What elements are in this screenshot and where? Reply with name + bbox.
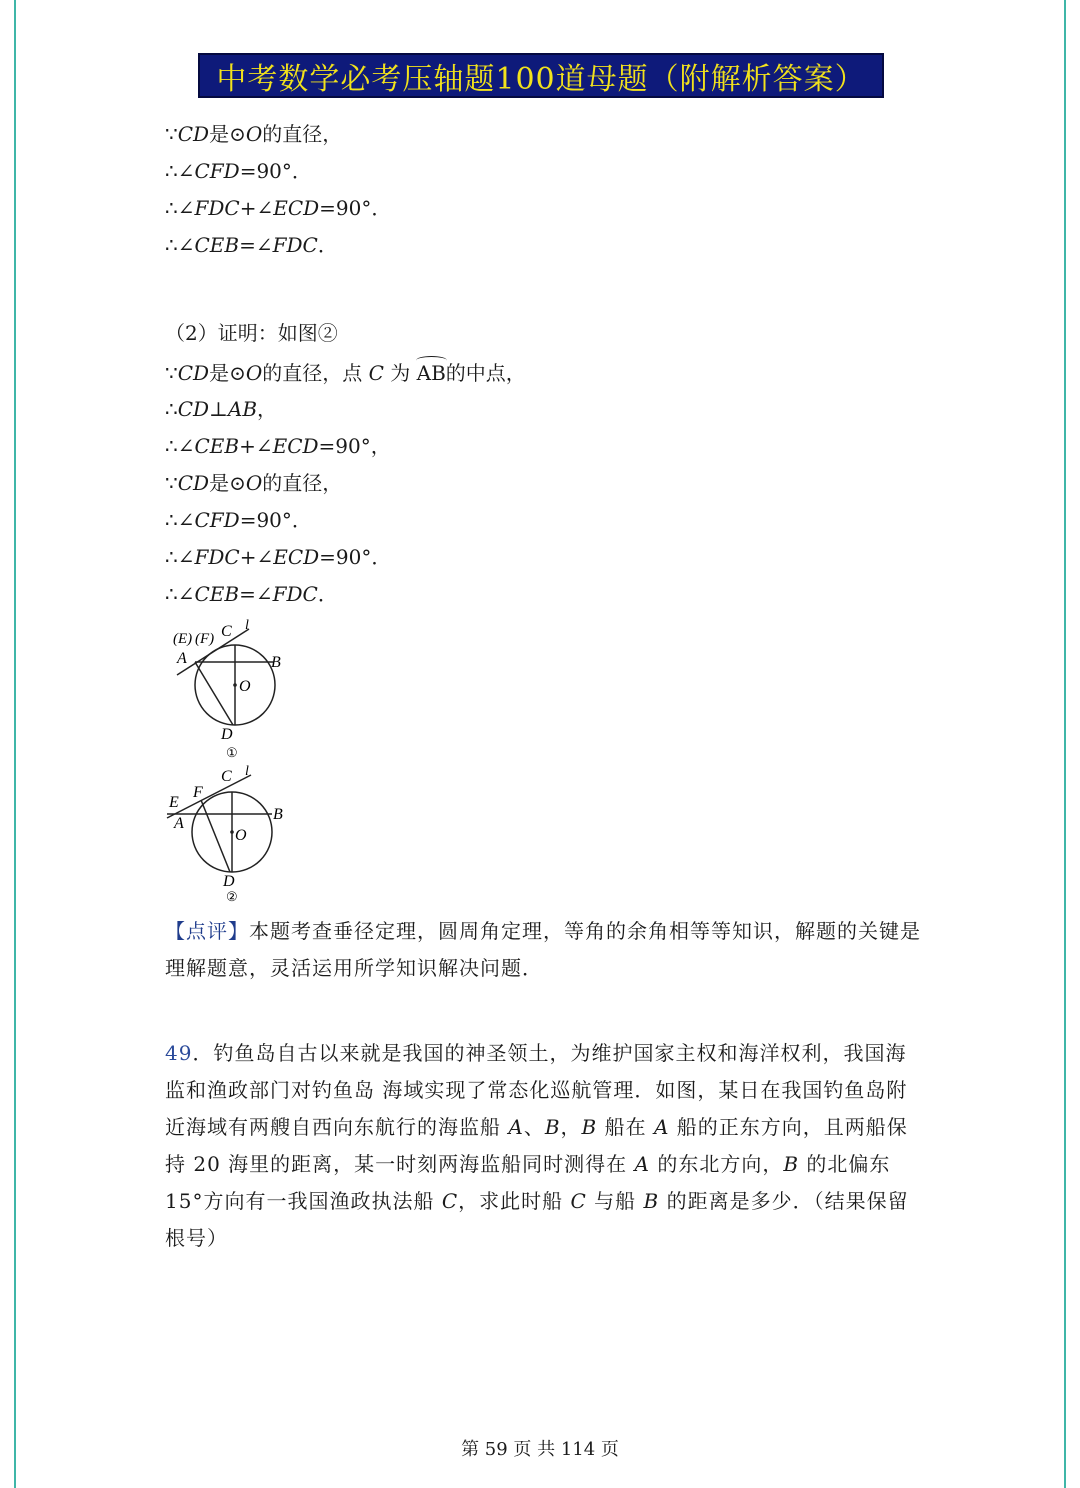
title-banner [198,53,884,98]
figure-2 [165,762,295,910]
page-title: 中考数学必考压轴题100道母题（附解析答案） [216,61,866,97]
review-paragraph [165,913,925,987]
figure-number: ② [226,889,238,904]
figure-1 [165,615,295,765]
label-l: l [245,618,249,633]
label-l: l [245,764,249,779]
solution-line: ∵CD是⊙O的直径， [165,122,343,146]
solution-line: ∴CD⊥AB， [165,397,278,421]
page-footer: 第 59 页 共 114 页 [461,1439,619,1460]
label-e: (E) [173,631,193,647]
solution-line: ∴∠CFD=90°． [165,508,312,532]
page-border-right [1064,0,1066,1488]
solution-line: ∵CD是⊙O的直径， [165,471,343,495]
solution-line: ∴∠CFD=90°． [165,159,312,183]
solution-line: ∴∠CEB=∠FDC． [165,233,338,257]
label-c: C [221,623,232,640]
review-tag: 【点评】 [165,919,249,943]
review-text: 本题考查垂径定理，圆周角定理，等角的余角相等等知识，解题的关键是理解题意，灵活运用所学知识解决问题． [165,919,921,980]
label-a: A [177,650,187,667]
center-dot [233,683,237,687]
page-border-left [14,0,16,1488]
label-a: A [174,815,184,832]
arc-ab: AB [416,361,446,385]
label-d: D [223,873,235,890]
label-e: E [169,794,179,811]
label-b: B [271,654,281,671]
solution-line: ∴∠CEB=∠FDC． [165,582,338,606]
label-f: F [193,784,203,801]
solution-line: ∴∠CEB+∠ECD=90°， [165,434,391,458]
label-o: O [235,827,247,844]
chord-fd [195,662,233,725]
label-f: (F) [195,631,215,647]
label-b: B [273,806,283,823]
label-d: D [221,726,233,743]
label-o: O [239,678,251,695]
part2-heading: （2）证明：如图② [165,321,338,345]
solution-line: ∴∠FDC+∠ECD=90°． [165,545,392,569]
line-l [167,775,251,818]
solution-line: ∴∠FDC+∠ECD=90°． [165,196,392,220]
solution-line: ∵CD是⊙O的直径，点 C 为 AB的中点， [165,361,526,385]
problem-49: 49．钓鱼岛自古以来就是我国的神圣领土，为维护国家主权和海洋权利，我国海监和渔政部门对钓鱼岛 海域实现了常态化巡航管理．如图，某日在我国钓鱼岛附近海域有两艘自西向东航行的海监船 A、B，B 船在 A 船的正东方向，且两船保持 20 海里的距离，某一时刻两海监船同时测得在 A 的东北方向，B 的北偏东 15°方向有一我国渔政执法船 C，求此时船 C 与船 B 的距离是多少．（结果保留根号） [165,1041,909,1250]
problem-number: 49 [165,1041,193,1065]
center-dot [230,830,234,834]
label-c: C [221,768,232,785]
figure-number: ① [226,745,238,760]
